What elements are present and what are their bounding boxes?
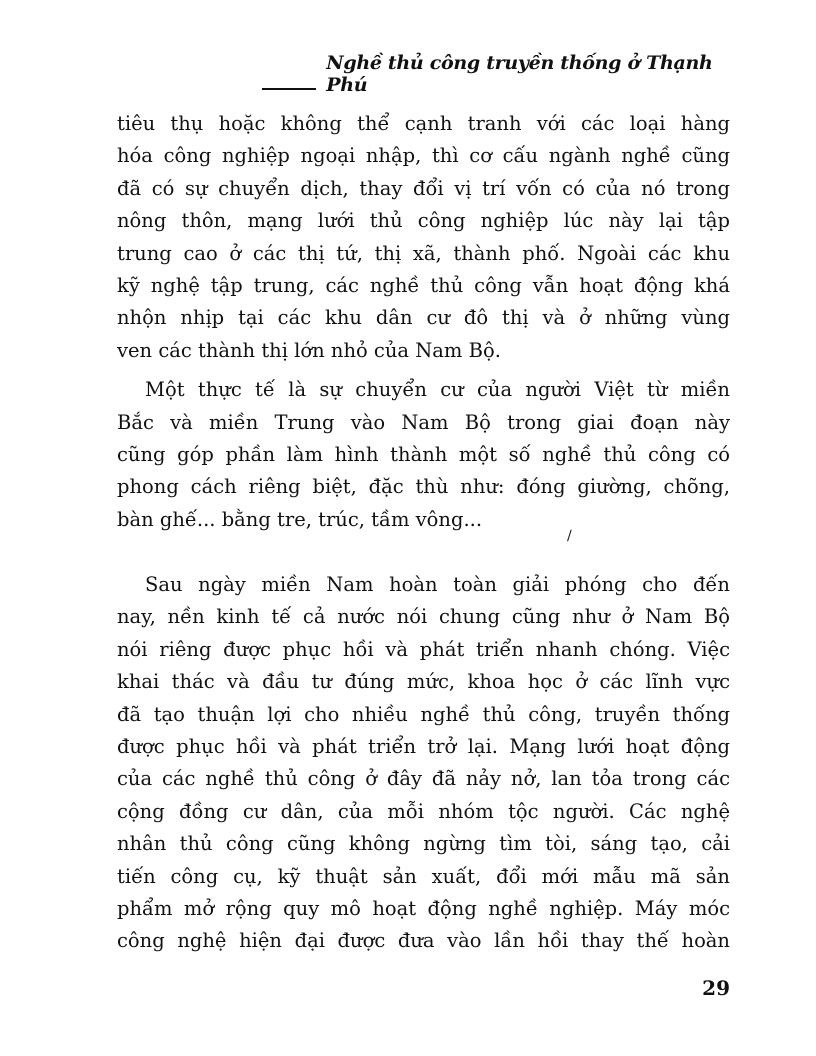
text-line: bàn ghế... bằng tre, trúc, tầm vông... [117,507,483,531]
running-title: Nghề thủ công truyền thống ở Thạnh Phú [326,52,713,96]
text-line: nay, nền kinh tế cả nước nói chung cũng như ở Nam Bộ [117,605,730,629]
text-line: cộng đồng cư dân, của mỗi nhóm tộc người. Các nghệ [117,799,730,823]
page-number: 29 [702,976,730,1000]
text-line: của các nghề thủ công ở đây đã nảy nở, lan tỏa trong các [117,767,730,791]
text-line: đã có sự chuyển dịch, thay đổi vị trí vốn có của nó trong [117,176,730,200]
text-line: nông thôn, mạng lưới thủ công nghiệp lúc này lại tập [117,209,730,233]
text-line: phẩm mở rộng quy mô hoạt động nghề nghiệp. Máy móc [117,896,730,920]
paragraph-3 [117,569,730,958]
text-line: trung cao ở các thị tứ, thị xã, thành phố. Ngoài các khu [117,241,730,265]
text-line: công nghệ hiện đại được đưa vào lần hồi thay thế hoàn [117,929,730,953]
text-line: cũng góp phần làm hình thành một số nghề thủ công có [117,442,730,466]
text-line: nói riêng được phục hồi và phát triển nhanh chóng. Việc [117,637,730,661]
text-line: được phục hồi và phát triển trở lại. Mạng lưới hoạt động [117,735,730,759]
text-line: đã tạo thuận lợi cho nhiều nghề thủ công, truyền thống [117,702,730,726]
text-line: nhân thủ công cũng không ngừng tìm tòi, sáng tạo, cải [117,832,730,856]
text-line: hóa công nghiệp ngoại nhập, thì cơ cấu ngành nghề cũng [117,144,730,168]
text-line: tiêu thụ hoặc không thể cạnh tranh với các loại hàng [117,112,730,135]
text-line: kỹ nghệ tập trung, các nghề thủ công vẫn hoạt động khá [117,273,730,297]
text-line: Một thực tế là sự chuyển cư của người Việt từ miền [145,378,730,402]
page-body [117,108,730,958]
paragraph-1 [117,108,730,367]
paragraph-2 [117,374,730,536]
text-line: ven các thành thị lớn nhỏ của Nam Bộ. [117,338,501,362]
running-header [262,52,732,96]
scan-mark: ∕ [567,528,572,544]
text-line: tiến công cụ, kỹ thuật sản xuất, đổi mới mẫu mã sản [117,864,730,888]
text-line: Bắc và miền Trung vào Nam Bộ trong giai đoạn này [117,410,730,434]
text-line: khai thác và đầu tư đúng mức, khoa học ở các lĩnh vực [117,670,730,694]
header-rule [262,88,316,90]
text-line: Sau ngày miền Nam hoàn toàn giải phóng cho đến [145,573,730,597]
text-line: phong cách riêng biệt, đặc thù như: đóng giường, chõng, [117,475,730,499]
text-line: nhộn nhịp tại các khu dân cư đô thị và ở những vùng [117,306,730,330]
